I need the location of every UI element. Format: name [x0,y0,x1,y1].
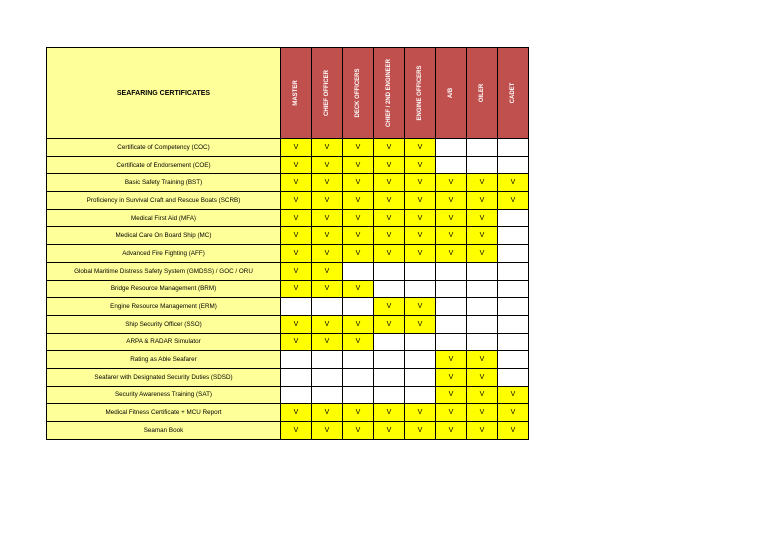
rank-label: MASTER [293,80,299,106]
empty-cell [343,298,374,316]
empty-cell [374,351,405,369]
requirement-mark: V [467,192,498,210]
table-row [47,298,529,316]
empty-cell [436,298,467,316]
requirement-mark: V [374,139,405,157]
requirement-mark: V [405,298,436,316]
requirement-mark: V [312,156,343,174]
requirement-mark: V [374,404,405,422]
requirement-mark: V [374,156,405,174]
requirement-mark: V [405,404,436,422]
empty-cell [498,368,529,386]
table-title: SEAFARING CERTIFICATES [47,48,281,139]
empty-cell [281,386,312,404]
empty-cell [405,351,436,369]
empty-cell [498,156,529,174]
requirement-mark: V [343,139,374,157]
certificate-name: Global Maritime Distress Safety System (GMDSS) / GOC / ORU [47,262,281,280]
table-row [47,156,529,174]
table-row [47,174,529,192]
requirement-mark: V [312,333,343,351]
certificate-name: Basic Safety Training (BST) [47,174,281,192]
table-row [47,368,529,386]
requirement-mark: V [312,315,343,333]
requirement-mark: V [374,422,405,440]
rank-label: OILER [479,83,485,103]
certificate-name: Ship Security Officer (SSO) [47,315,281,333]
empty-cell [405,280,436,298]
requirement-mark: V [467,422,498,440]
empty-cell [436,315,467,333]
requirement-mark: V [498,422,529,440]
requirement-mark: V [436,192,467,210]
requirement-mark: V [281,422,312,440]
rank-header-ab [436,48,467,139]
empty-cell [343,368,374,386]
certificate-name: Medical Fitness Certificate + MCU Report [47,404,281,422]
certificates-table [46,47,529,440]
requirement-mark: V [343,404,374,422]
empty-cell [312,351,343,369]
requirement-mark: V [405,245,436,263]
requirement-mark: V [436,404,467,422]
certificate-name: Advanced Fire Fighting (AFF) [47,245,281,263]
empty-cell [281,298,312,316]
requirement-mark: V [343,315,374,333]
requirement-mark: V [498,192,529,210]
requirement-mark: V [436,422,467,440]
requirement-mark: V [281,245,312,263]
empty-cell [312,368,343,386]
empty-cell [374,386,405,404]
requirement-mark: V [281,262,312,280]
table-row [47,404,529,422]
certificate-name: Medical First Aid (MFA) [47,209,281,227]
empty-cell [281,351,312,369]
table-row [47,333,529,351]
requirement-mark: V [405,139,436,157]
requirement-mark: V [281,192,312,210]
empty-cell [312,298,343,316]
empty-cell [281,368,312,386]
rank-label: CHIEF / 2ND ENGINEER [386,58,392,128]
empty-cell [467,315,498,333]
table-row [47,422,529,440]
empty-cell [312,386,343,404]
requirement-mark: V [312,209,343,227]
table-row [47,245,529,263]
empty-cell [343,386,374,404]
empty-cell [436,280,467,298]
empty-cell [405,262,436,280]
requirement-mark: V [312,262,343,280]
requirement-mark: V [405,174,436,192]
requirement-mark: V [312,192,343,210]
empty-cell [467,262,498,280]
empty-cell [343,262,374,280]
requirement-mark: V [281,315,312,333]
empty-cell [436,262,467,280]
certificate-name: Certificate of Endorsement (COE) [47,156,281,174]
requirement-mark: V [343,209,374,227]
rank-header-chief-2nd-engineer [374,48,405,139]
requirement-mark: V [312,139,343,157]
requirement-mark: V [374,174,405,192]
requirement-mark: V [374,245,405,263]
table-row [47,315,529,333]
requirement-mark: V [312,245,343,263]
requirement-mark: V [405,422,436,440]
requirement-mark: V [498,386,529,404]
rank-label: A/B [448,87,454,99]
requirement-mark: V [436,227,467,245]
table-body [47,139,529,440]
requirement-mark: V [374,227,405,245]
certificate-name: Seafarer with Designated Security Duties (SDSD) [47,368,281,386]
empty-cell [498,245,529,263]
empty-cell [405,386,436,404]
rank-header-master [281,48,312,139]
empty-cell [436,139,467,157]
empty-cell [498,333,529,351]
certificate-name: Medical Care On Board Ship (MC) [47,227,281,245]
requirement-mark: V [467,245,498,263]
certificate-name: Rating as Able Seafarer [47,351,281,369]
requirement-mark: V [405,209,436,227]
certificate-name: Certificate of Competency (COC) [47,139,281,157]
requirement-mark: V [343,333,374,351]
empty-cell [467,298,498,316]
header-row [47,48,529,139]
table-row [47,351,529,369]
requirement-mark: V [405,156,436,174]
requirement-mark: V [467,386,498,404]
requirement-mark: V [467,351,498,369]
requirement-mark: V [498,404,529,422]
rank-header-deck-officers [343,48,374,139]
requirement-mark: V [436,351,467,369]
certificate-name: Security Awareness Training (SAT) [47,386,281,404]
requirement-mark: V [312,422,343,440]
empty-cell [374,333,405,351]
requirement-mark: V [467,404,498,422]
empty-cell [374,368,405,386]
table-row [47,280,529,298]
rank-label: ENGINE OFFICERS [417,65,423,121]
requirement-mark: V [374,298,405,316]
requirement-mark: V [343,156,374,174]
requirement-mark: V [281,333,312,351]
empty-cell [467,139,498,157]
empty-cell [498,315,529,333]
requirement-mark: V [374,192,405,210]
requirement-mark: V [281,209,312,227]
empty-cell [498,351,529,369]
requirement-mark: V [436,368,467,386]
requirement-mark: V [436,209,467,227]
rank-label: CADET [510,82,516,104]
rank-header-oiler [467,48,498,139]
empty-cell [467,280,498,298]
requirement-mark: V [343,245,374,263]
requirement-mark: V [343,174,374,192]
rank-header-engine-officers [405,48,436,139]
empty-cell [436,333,467,351]
requirement-mark: V [281,174,312,192]
table-row [47,262,529,280]
rank-header-chief-officer [312,48,343,139]
requirement-mark: V [281,156,312,174]
requirement-mark: V [312,227,343,245]
requirement-mark: V [312,174,343,192]
requirement-mark: V [312,404,343,422]
requirement-mark: V [498,174,529,192]
rank-label: DECK OFFICERS [355,68,361,118]
requirement-mark: V [467,227,498,245]
empty-cell [374,280,405,298]
requirement-mark: V [405,315,436,333]
table-row [47,192,529,210]
empty-cell [374,262,405,280]
certificate-name: ARPA & RADAR Simulator [47,333,281,351]
requirement-mark: V [343,422,374,440]
requirement-mark: V [343,280,374,298]
requirement-mark: V [281,280,312,298]
requirement-mark: V [467,368,498,386]
requirement-mark: V [467,209,498,227]
empty-cell [436,156,467,174]
empty-cell [405,368,436,386]
requirement-mark: V [281,139,312,157]
empty-cell [498,227,529,245]
table-row [47,139,529,157]
empty-cell [343,351,374,369]
empty-cell [498,209,529,227]
empty-cell [498,298,529,316]
rank-label: CHIEF OFFICER [324,70,330,116]
requirement-mark: V [312,280,343,298]
requirement-mark: V [374,209,405,227]
empty-cell [498,262,529,280]
certificate-name: Engine Resource Management (ERM) [47,298,281,316]
requirement-mark: V [467,174,498,192]
rank-header-cadet [498,48,529,139]
empty-cell [405,333,436,351]
certificate-name: Seaman Book [47,422,281,440]
certificate-name: Bridge Resource Management (BRM) [47,280,281,298]
requirement-mark: V [436,386,467,404]
requirement-mark: V [405,227,436,245]
requirement-mark: V [281,227,312,245]
table-row [47,227,529,245]
requirement-mark: V [281,404,312,422]
certificate-name: Proficiency in Survival Craft and Rescue Boats (SCRB) [47,192,281,210]
empty-cell [498,139,529,157]
table-row [47,386,529,404]
empty-cell [467,333,498,351]
requirement-mark: V [374,315,405,333]
empty-cell [467,156,498,174]
requirement-mark: V [343,192,374,210]
requirement-mark: V [436,174,467,192]
table-row [47,209,529,227]
empty-cell [498,280,529,298]
requirement-mark: V [436,245,467,263]
requirement-mark: V [343,227,374,245]
requirement-mark: V [405,192,436,210]
